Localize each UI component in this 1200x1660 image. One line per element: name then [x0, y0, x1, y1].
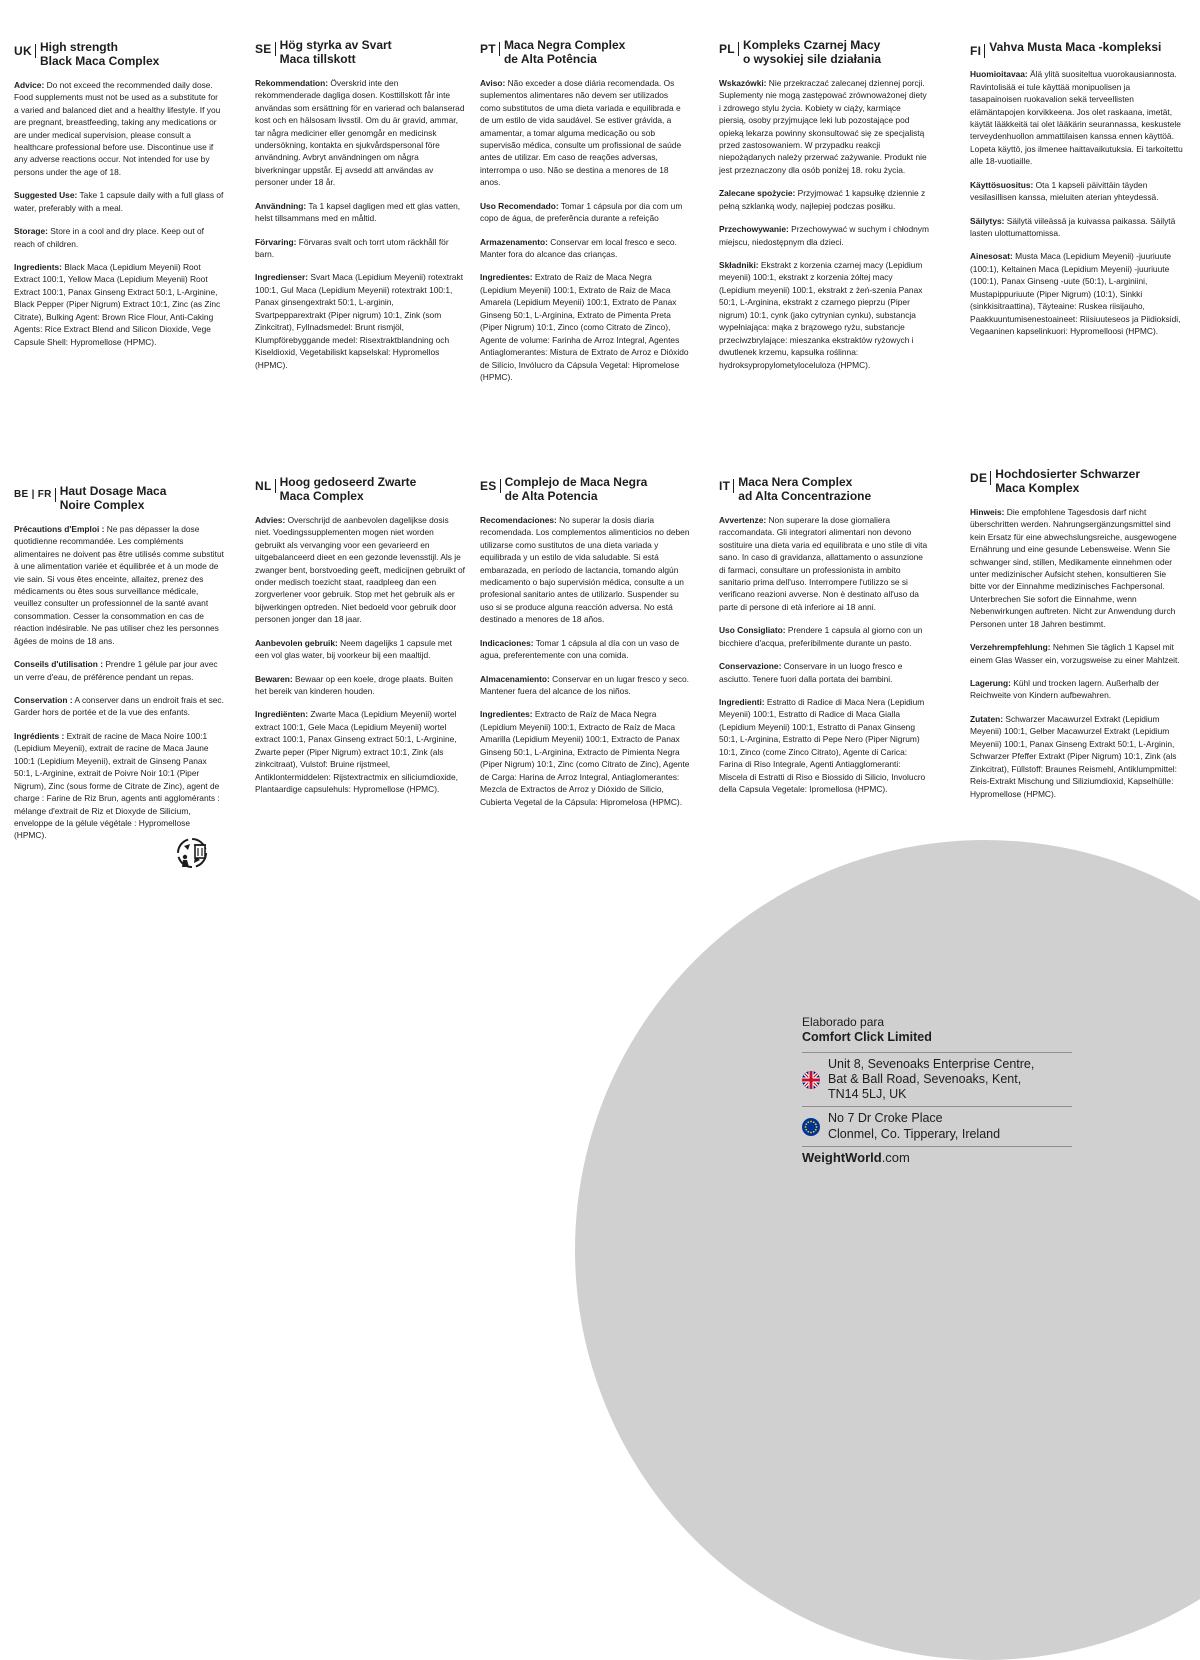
- section-label: Ingrediënten:: [255, 709, 309, 720]
- uk-flag-icon: [802, 1071, 820, 1089]
- info-section: [255, 708, 465, 795]
- section-text: Nie przekraczać zalecanej dziennej porcji. Suplementy nie mogą zastępować zrównoważonej diety i zdrowego stylu życia. Kobiety w ciąży, karmiące piersią, osoby przyjmujące leki lub pozostające pod opieką lekarza powinny skonsultować się ze specjalistą przed zastosowaniem. W przypadku reakcji niepożądanych należy przerwać zażywanie. Produkt nie jest przeznaczony dla osób poniżej 18. roku życia.: [719, 77, 927, 175]
- section-text: Överskrid inte den rekommenderade dagliga dosen. Kosttillskott får inte användas som ersättning för en varierad och balanserad kost och en hälsosam livsstil. Om du är gravid, ammar, tar några mediciner eller genomgår en medicinsk undersökning, kontakta en sjukvårdspersonal före användning. Avbryt användningen om några biverkningar uppstår. Ej avsedd att användas av personer under 18 år.: [255, 77, 465, 188]
- info-section: [480, 77, 690, 189]
- section-label: Ingrédients :: [14, 730, 65, 741]
- info-section: [970, 506, 1180, 630]
- column-pl: [719, 38, 929, 382]
- section-text: Przyjmować 1 kapsułkę dziennie z pełną szklanką wody, najlepiej podczas posiłku.: [719, 188, 926, 211]
- product-title: Kompleks Czarnej Macy o wysokiej sile działania: [742, 38, 881, 67]
- section-label: Conservation :: [14, 695, 73, 706]
- product-title: Hoog gedoseerd Zwarte Maca Complex: [279, 475, 417, 504]
- info-section: [970, 641, 1180, 666]
- product-title: Maca Nera Complex ad Alta Concentrazione: [738, 475, 872, 504]
- section-label: Ingredientes:: [480, 272, 533, 283]
- language-code: SE: [255, 42, 272, 56]
- info-section: [14, 658, 224, 683]
- section-text: Do not exceed the recommended daily dose. Food supplements must not be used as a substitute for a varied and balanced diet and a healthy lifestyle. If you are pregnant, breastfeeding, taking any medications or are under medical supervision, please consult a healthcare professional before use. Discontinue use if any adverse reactions occur. Not intended for use by persons under the age of 18.: [14, 79, 221, 177]
- product-title: Hög styrka av Svart Maca tillskott: [279, 38, 392, 67]
- column-header: [970, 467, 1180, 496]
- section-label: Recomendaciones:: [480, 514, 557, 525]
- column-uk: [14, 40, 224, 359]
- info-section: [255, 673, 465, 698]
- info-section: [255, 514, 465, 626]
- column-header: [480, 475, 690, 504]
- info-section: [255, 637, 465, 662]
- address-text: Unit 8, Sevenoaks Enterprise Centre, Bat & Ball Road, Sevenoaks, Kent, TN14 5LJ, UK: [828, 1056, 1035, 1102]
- column-se: [255, 38, 465, 382]
- section-label: Säilytys:: [970, 215, 1005, 226]
- section-text: A conserver dans un endroit frais et sec. Garder hors de portée et de la vue des enfants.: [14, 695, 224, 718]
- section-label: Uso Consigliato:: [719, 625, 786, 636]
- section-text: Die empfohlene Tagesdosis darf nicht überschritten werden. Nahrungsergänzungsmittel sind kein Ersatz für eine abwechslungsreiche, ausgewogene Ernährung und eine gesunde Lebensweise. Wenn Sie schwanger sind, stillen, Medikamente einnehmen oder unter medizinischer Aufsicht stehen, konsultieren Sie bitte vor der Einnahme medizinisches Fachpersonal. Unterbrechen Sie sofort die Einnahme, wenn Nebenwirkungen auftreten. Nicht zur Anwendung durch Personen unter 18 Jahren bestimmt.: [970, 506, 1177, 629]
- section-label: Ingredients:: [14, 262, 62, 273]
- info-section: [970, 677, 1180, 702]
- column-header: [255, 475, 465, 504]
- info-section: [255, 236, 465, 261]
- section-label: Conseils d'utilisation :: [14, 659, 104, 670]
- header-divider: [738, 42, 739, 56]
- section-text: Ekstrakt z korzenia czarnej macy (Lepidium meyenii) 100:1, ekstrakt z korzenia żółtej macy (Lepidium meyenii) 100:1, ekstrakt z żeń-szenia Panax 50:1, L-Arginina, ekstrakt z czarnego pieprzu (Piper nigrum) 10:1, cynk (jako cytrynian cynku), substancja wypełniająca: mąka z brązowego ryżu, substancje przeciwzbrylające: mieszanka ekstraktów ryżowych i dwutlenek krzemu, kapsułka roślinna: hydroksypropylometyloceluloza (HPMC).: [719, 260, 923, 370]
- column-header: [14, 484, 224, 513]
- section-label: Ingredienti:: [719, 697, 765, 708]
- info-section: [255, 200, 465, 225]
- language-code: DE: [970, 471, 988, 485]
- column-header: [480, 38, 690, 67]
- address-ireland: [802, 1106, 1072, 1146]
- section-label: Storage:: [14, 226, 48, 237]
- info-section: [14, 189, 224, 214]
- section-text: Förvaras svalt och torrt utom räckhåll för barn.: [255, 236, 449, 260]
- section-label: Användning:: [255, 200, 307, 211]
- section-text: Kühl und trocken lagern. Außerhalb der Reichweite von Kindern aufbewahren.: [970, 678, 1160, 701]
- info-section: [719, 187, 929, 212]
- address-uk: [802, 1052, 1072, 1107]
- info-section: [719, 660, 929, 685]
- info-section: [480, 271, 690, 383]
- section-label: Käyttösuositus:: [970, 179, 1034, 190]
- section-text: Przechowywać w suchym i chłodnym miejscu, niedostępnym dla dzieci.: [719, 224, 929, 247]
- section-label: Ingredientes:: [480, 709, 533, 720]
- section-text: Prendere 1 capsula al giorno con un bicchiere d'acqua, preferibilmente durante un pasto.: [719, 625, 923, 648]
- section-text: Black Maca (Lepidium Meyenii) Root Extract 100:1, Yellow Maca (Lepidium Meyenii) Root Extract 100:1, Panax Ginseng Extract 50:1, L-Arginine, Black Pepper (Piper Nigrum) Extract 10:1, Zinc (as Zinc Citrate), Bulking Agent: Brown Rice Flour, Anti-Caking Agents: Rice Extract Blend and Silicon Dioxide, Vege Capsule Shell: Hypromellose (HPMC).: [14, 262, 221, 347]
- column-header: [255, 38, 465, 67]
- column-header: [719, 475, 929, 504]
- info-section: [719, 696, 929, 796]
- section-text: Non superare la dose giornaliera raccomandata. Gli integratori alimentari non devono sostituire una dieta varia ed equilibrata e uno stile di vita sano. In caso di gravidanza, allattamento o assunzione di farmaci, consultare un professionista in ambito sanitario prima dell'uso. Interrompere l'utilizzo se si verificano reazioni avverse. Non è destinato all'uso da parte di persone di età inferiore ai 18 anni.: [719, 514, 928, 612]
- info-section: [719, 259, 929, 371]
- section-label: Huomioitavaa:: [970, 69, 1028, 80]
- header-divider: [500, 479, 501, 493]
- info-section: [255, 271, 465, 371]
- made-for-text: Elaborado para: [802, 1015, 885, 1029]
- info-section: [970, 713, 1180, 800]
- section-text: No superar la dosis diaria recomendada. Los complementos alimenticios no deben utilizarse como sustitutos de una dieta variada y equilibrada y un estilo de vida saludable. Si está embarazada, en período de lactancia, tomando algún medicamento o bajo supervisión médica, consulte a un profesional sanitario antes de utilizarlo. Suspender su uso si se produce alguna reacción adversa. No está destinado a menores de 18 años.: [480, 514, 690, 625]
- section-text: Bewaar op een koele, droge plaats. Buiten het bereik van kinderen houden.: [255, 673, 453, 697]
- language-code: PL: [719, 42, 735, 56]
- header-divider: [990, 471, 991, 485]
- column-header: [719, 38, 929, 67]
- section-label: Przechowywanie:: [719, 224, 789, 235]
- column-header: [14, 40, 224, 69]
- info-section: [14, 730, 224, 842]
- info-section: [719, 77, 929, 177]
- info-section: [255, 77, 465, 189]
- section-text: Ta 1 kapsel dagligen med ett glas vatten, helst tillsammans med en måltid.: [255, 200, 461, 224]
- section-label: Uso Recomendado:: [480, 200, 559, 211]
- header-divider: [35, 44, 36, 58]
- header-divider: [733, 479, 734, 493]
- section-text: Extrato de Raiz de Maca Negra (Lepidium Meyenii) 100:1, Extrato de Raiz de Maca Amarela (Lepidium Meyenii) 100:1, Extrato de Panax Ginseng 50:1, L-Arginina, Extrato de Pimenta Preta (Piper Nigrum) 10:1, Zinco (como Citrato de Zinco), Agente de volume: Farinha de Arroz Integral, Agentes Antiaglomerantes: Mistura de Extrato de Arroz e Dióxido de Silício, Invólucro da Cápsula Vegetal: Hipromelose (HPMC).: [480, 272, 689, 382]
- section-label: Zutaten:: [970, 713, 1004, 724]
- eu-flag-icon: [802, 1118, 820, 1136]
- section-text: Tomar 1 cápsula al día con un vaso de agua, preferentemente con una comida.: [480, 637, 680, 661]
- section-text: Säilytä viileässä ja kuivassa paikassa. Säilytä lasten ulottumattomissa.: [970, 215, 1176, 238]
- decorative-gray-circle: [575, 840, 1200, 1660]
- language-code: IT: [719, 479, 731, 493]
- product-title: High strength Black Maca Complex: [39, 40, 160, 69]
- column-be-fr: [14, 484, 224, 853]
- language-code: PT: [480, 42, 496, 56]
- product-title: Vahva Musta Maca -kompleksi: [989, 40, 1162, 54]
- info-section: [480, 514, 690, 626]
- section-label: Aanbevolen gebruik:: [255, 637, 338, 648]
- section-label: Lagerung:: [970, 678, 1011, 689]
- section-text: Extrait de racine de Maca Noire 100:1 (Lepidium Meyenii), extrait de racine de Maca Jaune 100:1 (Lepidium Meyenii), extrait de Ginseng Panax 50:1, L-Arginine, extrait de Poivre Noir 10:1 (Piper Nigrum), Zinc (sous forme de Citrate de Zinc), agent de charge : Farine de Riz Brun, agents anti agglomérants : mélange d'extrait de Riz et Dioxyde de Silicium, enveloppe de la gélule végétale : Hypromellose (HPMC).: [14, 730, 220, 841]
- language-code: BE | FR: [14, 489, 52, 500]
- header-divider: [499, 42, 500, 56]
- section-label: Conservazione:: [719, 661, 782, 672]
- info-section: [480, 637, 690, 662]
- info-section: [970, 179, 1184, 204]
- header-divider: [984, 44, 985, 58]
- info-section: [480, 673, 690, 698]
- column-nl: [255, 475, 465, 807]
- section-label: Wskazówki:: [719, 77, 767, 88]
- section-label: Advies:: [255, 514, 286, 525]
- info-section: [14, 225, 224, 250]
- section-text: Prendre 1 gélule par jour avec un verre d'eau, de préférence pendant un repas.: [14, 659, 218, 682]
- brand-domain: .com: [881, 1149, 910, 1165]
- section-label: Armazenamento:: [480, 236, 548, 247]
- brand-website: [802, 1146, 1072, 1166]
- info-section: [480, 236, 690, 261]
- section-label: Förvaring:: [255, 236, 297, 247]
- section-text: Conservare in un luogo fresco e asciutto. Tenere fuori dalla portata dei bambini.: [719, 661, 903, 684]
- product-title: Complejo de Maca Negra de Alta Potencia: [504, 475, 648, 504]
- section-text: Ota 1 kapseli päivittäin täyden vesilasillisen kanssa, mieluiten aterian yhteydessä.: [970, 179, 1159, 203]
- section-text: Store in a cool and dry place. Keep out of reach of children.: [14, 226, 204, 249]
- section-text: Schwarzer Macawurzel Extrakt (Lepidium Meyenii) 100:1, Gelber Macawurzel Extrakt (Lepidium Meyenii) 100:1, Panax Ginseng Extrakt 50:1, L-Arginin, Schwarzer Pfeffer Extrakt (Piper Nigrum) 10:1, Zink (als Zinkcitrat), Füllstoff: Braunes Reismehl, Antiklumpmittel: Reis-Extrakt Mischung und Siliziumdioxid, Kapselhülle: Hypromellose (HPMC).: [970, 713, 1177, 799]
- recycle-bin-icon: [176, 836, 212, 870]
- section-label: Almacenamiento:: [480, 673, 550, 684]
- address-text: No 7 Dr Croke Place Clonmel, Co. Tipperary, Ireland: [828, 1111, 1001, 1141]
- info-section: [480, 708, 690, 808]
- info-section: [480, 200, 690, 225]
- column-es: [480, 475, 690, 819]
- section-text: Ne pas dépasser la dose quotidienne recommandée. Les compléments alimentaires ne doivent pas être utilisés comme substitut à une alimentation variée et équilibrée et à un mode de vie sain. Si vous êtes enceinte, allaitez, prenez des médicaments ou êtes sous surveillance médicale, veuillez consulter un professionnel de la santé avant consommation. Cesser la consommation en cas de réaction indésirable. Ne pas utiliser chez les personnes âgées de moins de 18 ans.: [14, 523, 224, 646]
- info-section: [14, 79, 224, 179]
- info-section: [719, 223, 929, 248]
- section-label: Hinweis:: [970, 506, 1005, 517]
- language-code: NL: [255, 479, 272, 493]
- section-label: Ainesosat:: [970, 251, 1013, 262]
- section-text: Conservar en un lugar fresco y seco. Mantener fuera del alcance de los niños.: [480, 673, 689, 697]
- section-text: Tomar 1 cápsula por dia com um copo de água, de preferência durante a refeição: [480, 200, 683, 224]
- info-section: [970, 250, 1184, 337]
- product-title: Haut Dosage Maca Noire Complex: [59, 484, 167, 513]
- info-section: [719, 514, 929, 614]
- section-label: Ingredienser:: [255, 272, 309, 283]
- section-text: Take 1 capsule daily with a full glass of water, preferably with a meal.: [14, 190, 224, 213]
- column-header: [970, 40, 1184, 58]
- section-text: Estratto di Radice di Maca Nera (Lepidium Meyenii) 100:1, Estratto di Radice di Maca Gialla (Lepidium Meyenii) 100:1, Estratto di Panax Ginseng 50:1, L-Arginina, Estratto di Pepe Nero (Piper Nigrum) 10:1, Zinco (come Zinco Citrato), Agente di Carica: Farina di Riso Integrale, Agenti Antiagglomeranti: Miscela di Estratti di Riso e Biossido di Silicio, Involucro della Capsula Vegetale: Ipromellosa (HPMC).: [719, 697, 926, 795]
- product-title: Maca Negra Complex de Alta Potência: [503, 38, 626, 67]
- info-section: [719, 624, 929, 649]
- section-text: Musta Maca (Lepidium Meyenii) -juuriuute (100:1), Keltainen Maca (Lepidium Meyenii) -juuriuute (100:1), Panax Ginseng -uute (50:1), L-arginiini, Mustapippuriuute (Piper Nigrum) (10:1), Sinkki (sinkkisitraattina), Täyteaine: Ruskea riisijauho, Paakkuuntumisenestoaineet: Riisiuuteseos ja Piidioksidi, Vegaaninen kapselinkuori: Hypromelloosi (HPMC).: [970, 251, 1181, 337]
- company-name: Comfort Click Limited: [802, 1030, 932, 1044]
- section-text: Svart Maca (Lepidium Meyenii) rotextrakt 100:1, Gul Maca (Lepidium Meyenii) rotextrakt 100:1, Panax ginsengextrakt 50:1, L-arginin, Svartpepparextrakt (Piper nigrum) 10:1, Zink (som Zinkcitrat), Fyllnadsmedel: Brunt rismjöl, Klumpförebyggande medel: Risextraktblandning och Kiseldioxid, Vegetabiliskt kapselskal: Hypromellos (HPMC).: [255, 272, 464, 370]
- section-label: Bewaren:: [255, 673, 293, 684]
- info-section: [14, 523, 224, 647]
- section-label: Indicaciones:: [480, 637, 534, 648]
- column-pt: [480, 38, 690, 394]
- language-code: UK: [14, 44, 32, 58]
- info-section: [970, 215, 1184, 240]
- section-text: Älä ylitä suositeltua vuorokausiannosta. Ravintolisää ei tule käyttää monipuolisen ja tasapainoisen ruokavalion sekä terveellisten elämäntapojen korvikkeena. Jos olet raskaana, imetät, käytät lääkkeitä tai olet lääkärin seurannassa, keskustele terveydenhuollon ammattilaisen kanssa ennen käyttöä. Lopeta käyttö, jos ilmenee haittavaikutuksia. Ei tarkoitettu alle 18-vuotiaille.: [970, 69, 1183, 167]
- info-section: [14, 694, 224, 719]
- section-text: Overschrijd de aanbevolen dagelijkse dosis niet. Voedingssupplementen mogen niet worden gebruikt als vervanging voor een gevarieerd en uitgebalanceerd dieet en een gezonde levensstijl. Als je zwanger bent, borstvoeding geeft, medicijnen gebruikt of onder medisch toezicht staat, raadpleeg dan een zorgverlener voor gebruik. Stop met het gebruik als er bijwerkingen optreden. Niet bedoeld voor gebruik door personen jonger dan 18 jaar.: [255, 514, 465, 625]
- info-section: [970, 68, 1184, 168]
- column-fi: [970, 40, 1184, 349]
- section-text: Nehmen Sie täglich 1 Kapsel mit einem Glas Wasser ein, vorzugsweise zu einer Mahlzeit.: [970, 642, 1180, 665]
- info-section: [14, 261, 224, 348]
- section-text: Conservar em local fresco e seco. Manter fora do alcance das crianças.: [480, 236, 677, 260]
- header-divider: [275, 479, 276, 493]
- section-label: Rekommendation:: [255, 77, 329, 88]
- header-divider: [275, 42, 276, 56]
- column-it: [719, 475, 929, 807]
- section-text: Não exceder a dose diária recomendada. Os suplementos alimentares não devem ser utilizados como substitutos de uma dieta variada e equilibrada e de um estilo de vida saudável. Se estiver grávida, a amamentar, a tomar alguma medicação ou sob supervisão médica, consulte um profissional de saúde antes de utilizar. Em caso de reações adversas, interrompa o uso. Não se destina a menores de 18 anos.: [480, 77, 682, 188]
- section-label: Zalecane spożycie:: [719, 188, 796, 199]
- language-code: FI: [970, 44, 982, 58]
- section-label: Verzehrempfehlung:: [970, 642, 1051, 653]
- manufacturer-block: [802, 1015, 1072, 1166]
- section-label: Suggested Use:: [14, 190, 78, 201]
- language-code: ES: [480, 479, 497, 493]
- product-title: Hochdosierter Schwarzer Maca Komplex: [995, 467, 1140, 496]
- section-label: Składniki:: [719, 260, 759, 271]
- section-label: Advice:: [14, 79, 45, 90]
- section-label: Aviso:: [480, 77, 506, 88]
- section-text: Extracto de Raíz de Maca Negra (Lepidium Meyenii) 100:1, Extracto de Raíz de Maca Amarilla (Lepidium Meyenii) 100:1, Extracto de Panax Ginseng 50:1, L-Arginina, Extracto de Pimienta Negra (Piper Nigrum) 10:1, Zinc (como Citrato de Zinc), Agente de Carga: Harina de Arroz Integral, Antiaglomerantes: Mezcla de Extractos de Arroz y Dióxido de Silicio, Cubierta Vegetal de la Cápsula: Hipromelosa (HPMC).: [480, 709, 690, 807]
- section-text: Zwarte Maca (Lepidium Meyenii) wortel extract 100:1, Gele Maca (Lepidium Meyenii) wortel extract 100:1, Panax Ginseng extract 50:1, L-Arginine, Zwarte peper (Piper Nigrum) extract 10:1, Zink (als zinkcitraat), Vulstof: Bruine rijstmeel, Antiklontermiddelen: Rijstextractmix en siliciumdioxide, Plantaardige capsulehuls: Hypromellose (HPMC).: [255, 709, 458, 795]
- section-label: Avvertenze:: [719, 514, 767, 525]
- section-label: Précautions d'Emploi :: [14, 523, 105, 534]
- header-divider: [55, 488, 56, 502]
- column-de: [970, 467, 1180, 811]
- brand-name: WeightWorld: [802, 1149, 882, 1165]
- section-text: Neem dagelijks 1 capsule met een vol glas water, bij voorkeur bij een maaltijd.: [255, 637, 452, 661]
